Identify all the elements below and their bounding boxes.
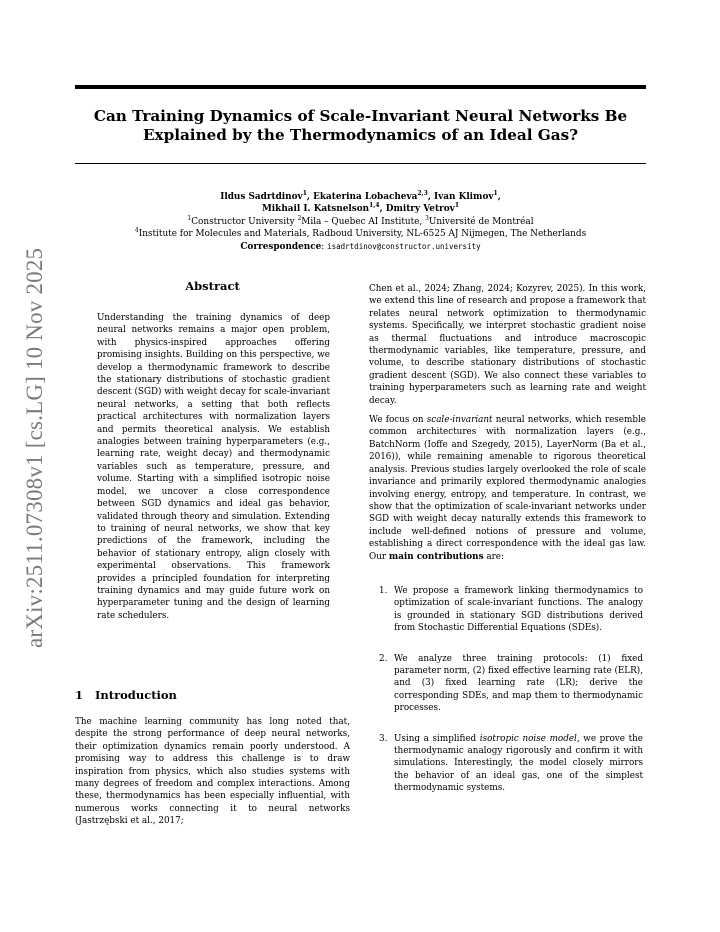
- author-2: Ekaterina Lobacheva: [313, 192, 418, 202]
- emphasis-isotropic-noise-model: isotropic noise model: [479, 733, 577, 744]
- abstract-heading: Abstract: [185, 279, 240, 293]
- affil-marker: 3: [425, 214, 429, 222]
- list-marker: 1.: [379, 585, 388, 596]
- contributions-list: [369, 585, 646, 795]
- abstract-text: Understanding the training dynamics of deep neural networks remains a major open problem, with physics-inspired approaches offering promising insights. Building on this perspective, we develop a thermodynamic framework to describe the stationary distributions of stochastic gradient descent (SGD) with weight decay for scale-invariant neural networks, a setting that both reflects practical architectures with normalization layers and permits theoretical analysis. We establish analogies between training hyperparameters (e.g., learning rate, weight decay) and thermodynamic variables such as temperature, pressure, and volume. Starting with a simplified isotropic noise model, we uncover a close correspondence between SGD dynamics and ideal gas behavior, validated through theory and simulation. Extending to training of neural networks, we show that key predictions of the framework, including the behavior of stationary entropy, align closely with experimental observations. This framework provides a principled foundation for interpreting training dynamics and may guide future work on hyperparameter tuning and the design of learning rate schedulers.: [97, 313, 330, 621]
- author-1-affil: 1: [302, 190, 307, 198]
- author-2-affil: 2,3: [417, 190, 428, 198]
- right-paragraph-1: Chen et al., 2024; Zhang, 2024; Kozyrev, 2025). In this work, we extend this line of research and propose a framework that relates neural network optimization to thermodynamic systems. Specifically, we interpret stochastic gradient noise as thermal fluctuations and introduce macroscopic thermodynamic variables, like temperature, pressure, and volume, to describe stationary distributions of stochastic gradient descent (SGD). We also connect these variables to training hyperparameters such as learning rate and weight decay.: [369, 284, 646, 406]
- correspondence-email[interactable]: isadrtdinov@constructor.university: [327, 241, 481, 251]
- paper-title: [75, 107, 646, 145]
- list-marker: 3.: [379, 733, 388, 744]
- arxiv-side-stamp: arXiv:2511.07308v1 [cs.LG] 10 Nov 2025: [22, 247, 47, 648]
- author-4: Mikhail I. Katsnelson: [261, 204, 370, 215]
- contribution-item-2: [369, 653, 646, 715]
- list-marker: 2.: [379, 653, 388, 664]
- affiliation-3: Université de Montréal: [428, 216, 534, 227]
- contribution-1-text: We propose a framework linking thermodynamics to optimization of scale-invariant functions. The analogy is grounded in stationary SGD distributions derived from Stochastic Differential Equations (SDEs).: [394, 585, 643, 634]
- author-3: Ivan Klimov: [434, 192, 494, 202]
- right-column: [369, 283, 646, 813]
- contribution-item-1: [369, 585, 646, 635]
- author-5-affil: 1: [454, 202, 459, 210]
- text-run: , we prove the thermodynamic analogy rigorously and confirm it with simulations. Interestingly, the model closely mirrors the behavior of an ideal gas, one of the simplest thermodynamic systems.: [394, 733, 643, 794]
- affiliation-2: Mila – Quebec AI Institute,: [301, 216, 426, 227]
- correspondence-line: Correspondence: isadrtdinov@constructor.university: [240, 241, 481, 252]
- author-5: Dmitry Vetrov: [385, 204, 455, 215]
- emphasis-scale-invariant: scale-invariant: [426, 415, 493, 426]
- text-run: are:: [483, 551, 504, 562]
- bold-main-contributions: main contributions: [388, 551, 484, 562]
- text-run: neural networks, which resemble common architectures with normalization layers (e.g., BatchNorm (Ioffe and Szegedy, 2015), LayerNorm (Ba et al., 2016)), while remaining amenable to rigorous theoretical analysis. Previous studies largely overlooked the role of scale invariance and primarily explored thermodynamic analogies involving energy, entropy, and temperature. In contrast, we show that the optimization of scale-invariant networks under SGD with weight decay naturally extends this framework to include well-defined notions of pressure and volume, establishing a direct correspondence with the ideal gas law. Our: [369, 415, 646, 562]
- section-heading-introduction: [75, 688, 177, 702]
- author-block: [75, 191, 646, 253]
- affiliation-4: Institute for Molecules and Materials, Radboud University, NL-6525 AJ Nijmegen, The Netherlands: [138, 229, 587, 240]
- contribution-2-text: We analyze three training protocols: (1) fixed parameter norm, (2) fixed effective learning rate (ELR), and (3) fixed learning rate (LR); derive the corresponding SDEs, and map them to thermodynamic processes.: [394, 653, 643, 714]
- section-title: Introduction: [95, 688, 177, 702]
- author-1: Ildus Sadrtdinov: [220, 192, 303, 202]
- affil-marker: 1: [187, 214, 192, 222]
- author-3-affil: 1: [493, 190, 498, 198]
- contribution-item-3: [369, 733, 646, 795]
- title-line-2: Explained by the Thermodynamics of an Ideal Gas?: [142, 126, 579, 144]
- affil-marker: 2: [297, 214, 302, 222]
- affiliations-line-1: [75, 216, 646, 228]
- affiliations-line-2: [75, 228, 646, 240]
- affiliation-1: Constructor University: [191, 216, 298, 227]
- author-names-line-2: Mikhail I. Katsnelson$^{1,4}$, Dmitry Vetrov$^1$: [261, 202, 459, 215]
- title-bottom-rule: [75, 163, 646, 164]
- correspondence-label: Correspondence: [240, 241, 322, 252]
- title-line-1: Can Training Dynamics of Scale-Invariant Neural Networks Be: [93, 107, 628, 125]
- text-run: Using a simplified: [394, 733, 480, 744]
- text-run: We focus on: [369, 415, 427, 426]
- section-number: 1: [75, 688, 84, 702]
- affil-marker: 4: [134, 227, 139, 235]
- author-4-affil: 1,4: [369, 202, 380, 210]
- top-thick-rule: [75, 85, 646, 89]
- contribution-3-text: [394, 734, 643, 794]
- right-paragraph-2: [369, 414, 646, 563]
- introduction-text: The machine learning community has long noted that, despite the strong performance of deep neural networks, their optimization dynamics remain poorly understood. A promising way to address this challenge is to draw inspiration from physics, which also studies systems with many degrees of freedom and complex interactions. Among these, thermodynamics has been especially influential, with numerous works connecting it to neural networks (Jastrzębski et al., 2017;: [75, 717, 350, 827]
- author-names-line-1: Ildus Sadrtdinov$^1$, Ekaterina Lobacheva$^{2,3}$, Ivan Klimov$^1$,: [220, 190, 501, 202]
